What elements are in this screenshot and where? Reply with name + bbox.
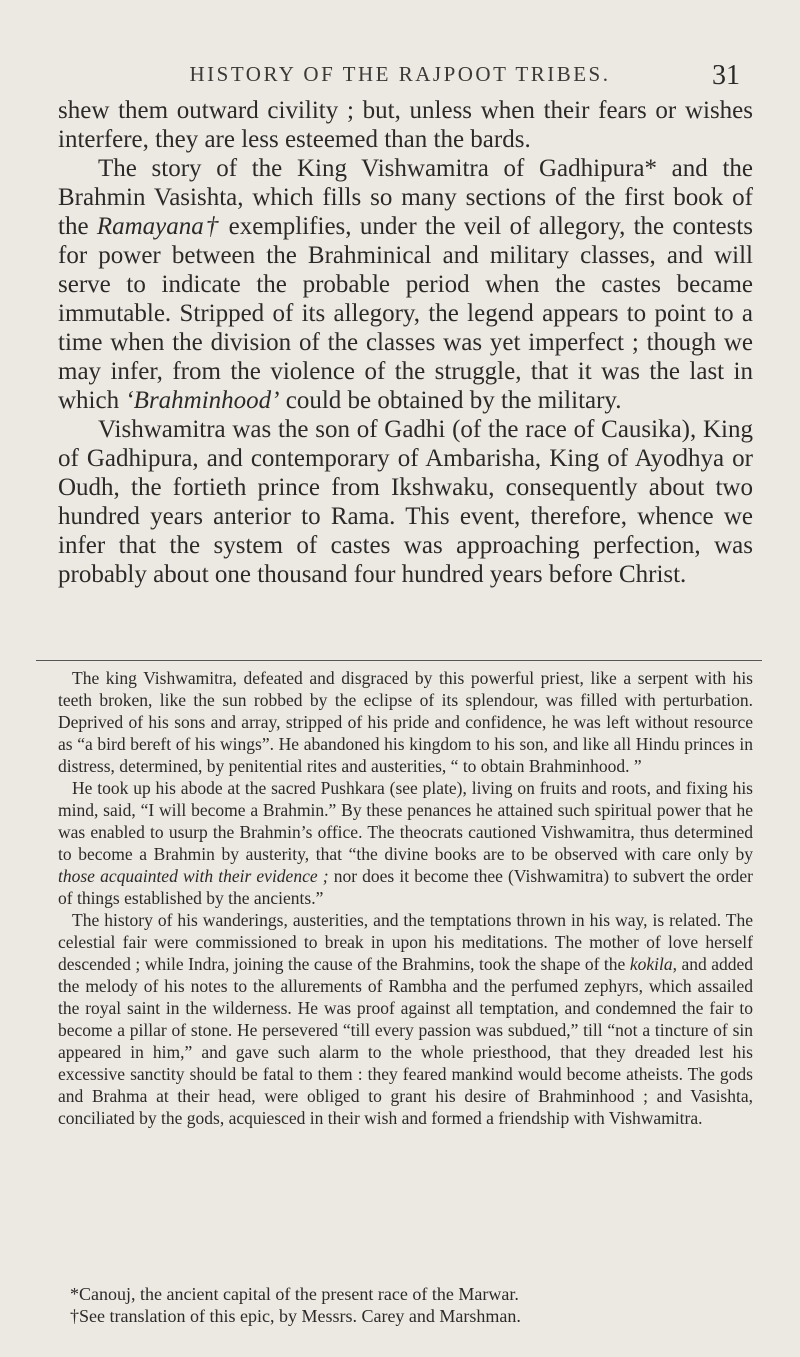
paragraph-2-text-a: The story of the King Vishwamitra of Gadhipura* and the Brahmin Vasishta, which fills so many sections of the first book of the — [58, 155, 753, 240]
note-3-text-b: , and added the melody of his notes to the allurements of Rambha and the perfumed zephyrs, which assailed the royal saint in the wilderness. He was proof against all temptation, and condemned the fair to become a pillar of stone. He persevered “till every passion was subdued,” till “not a tincture of sin appeared in him,” and gave such alarm to the whole priesthood, that they dreaded lest his excessive sanctity should be fatal to them : they feared mankind would become atheists. The gods and Brahma at their head, were obliged to grant his desire of Brahminhood ; and Vasishta, conciliated by the gods, acquiesced in their wish and formed a friendship with Vishwamitra. — [58, 954, 753, 1128]
main-text — [58, 96, 753, 589]
note-2-text-b: nor does it become thee (Vishwamitra) to subvert the order of things established by the ancients.” — [58, 866, 753, 908]
running-title: HISTORY OF THE RAJPOOT TRIBES. — [189, 62, 611, 86]
note-paragraph-2 — [58, 777, 753, 909]
footnotes — [70, 1283, 760, 1327]
note-paragraph-3 — [58, 909, 753, 1129]
page-number: 31 — [712, 60, 740, 91]
brahminhood-term: ‘Brahminhood’ — [125, 387, 280, 414]
paragraph-2-text-c: could be obtained by the military. — [279, 387, 622, 414]
footnote-1: *Canouj, the ancient capital of the present race of the Marwar. — [70, 1284, 519, 1304]
page-header — [0, 60, 800, 100]
note-3-text-a: The history of his wanderings, austerities, and the temptations thrown in his way, is related. The celestial fair were commissioned to break in upon his meditations. The mother of love herself descended ; while Indra, joining the cause of the Brahmins, took the shape of the — [58, 910, 753, 974]
paragraph-3: Vishwamitra was the son of Gadhi (of the race of Causika), King of Gadhipura, and contemporary of Ambarisha, King of Ayodhya or Oudh, the fortieth prince from Ikshwaku, consequently about two hundred years anterior to Rama. This event, therefore, whence we infer that the system of castes was approaching perfection, was probably about one thousand four hundred years before Christ. — [58, 416, 753, 588]
footnote-2: †See translation of this epic, by Messrs. Carey and Marshman. — [70, 1306, 521, 1326]
kokila-term: kokila — [629, 954, 673, 974]
ramayana-title: Ramayana† — [96, 213, 221, 240]
note-text — [58, 667, 753, 1129]
note-2-italic: those acquainted with their evidence ; — [58, 866, 329, 886]
paragraph-2 — [58, 154, 753, 415]
note-2-text-a: He took up his abode at the sacred Pushkara (see plate), living on fruits and roots, and fixing his mind, said, “I will become a Brahmin.” By these penances he attained such spiritual power that he was enabled to usurp the Brahmin’s office. The theocrats cautioned Vishwamitra, thus determined to become a Brahmin by austerity, that “the divine books are to be observed with care only by — [58, 778, 753, 864]
paragraph-1: shew them outward civility ; but, unless when their fears or wishes interfere, they are less esteemed than the bards. — [58, 97, 753, 153]
note-paragraph-1: The king Vishwamitra, defeated and disgraced by this powerful priest, like a serpent with his teeth broken, like the sun robbed by the eclipse of its splendour, was filled with perturbation. Deprived of his sons and array, stripped of his pride and confidence, he was left without resource as “a bird bereft of his wings”. He abandoned his kingdom to his son, and like all Hindu princes in distress, determined, by penitential rites and austerities, “ to obtain Brahminhood. ” — [58, 668, 753, 776]
paragraph-2-text-b: exemplifies, under the veil of allegory, the contests for power between the Brahminical and military classes, and will serve to indicate the probable period when the castes became immutable. Stripped of its allegory, the legend appears to point to a time when the division of the classes was yet imperfect ; though we may infer, from the violence of the struggle, that it was the last in which — [58, 213, 753, 414]
section-divider — [36, 660, 762, 661]
